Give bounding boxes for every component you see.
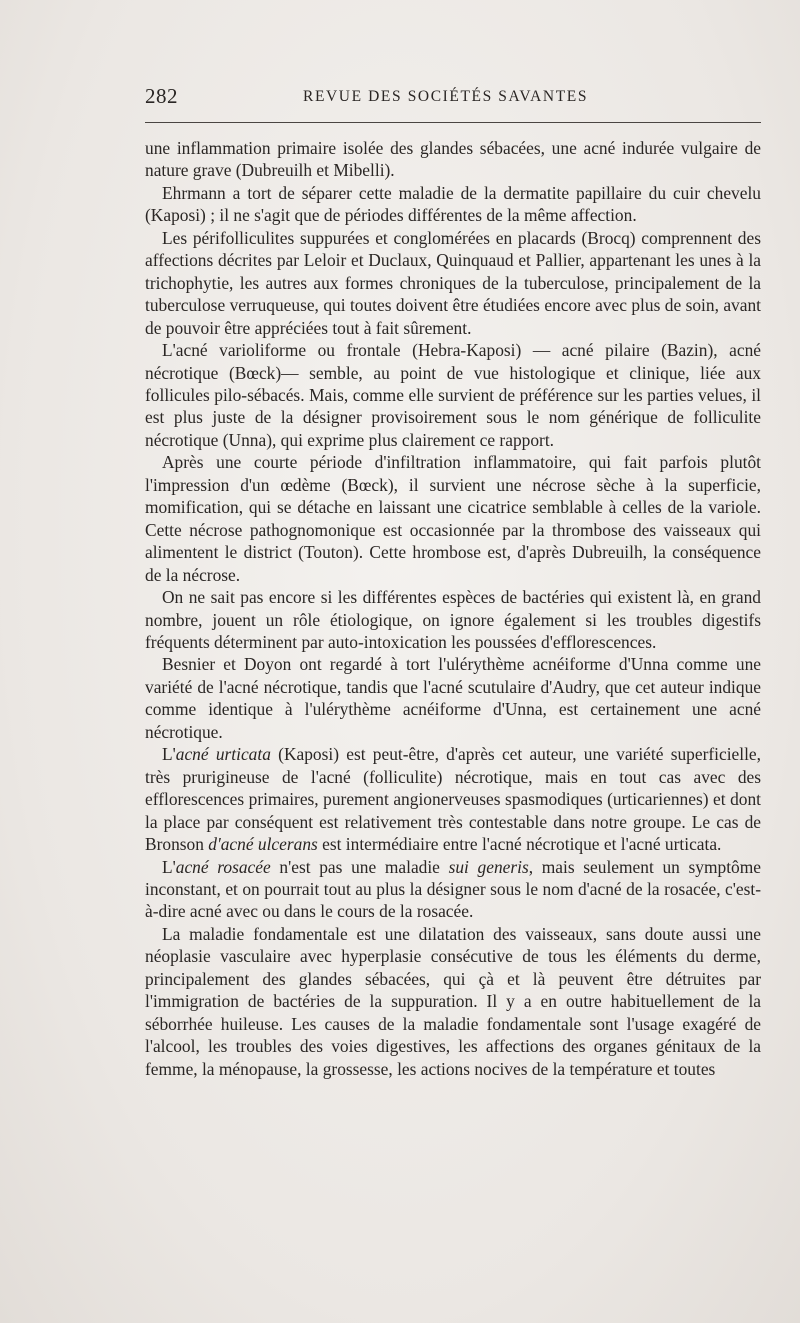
italic-term: acné urticata <box>175 744 271 765</box>
text-run: une inflammation primaire isolée des glandes sébacées, une acné indurée vulgaire de nature grave (Dubreuilh et Mibelli). <box>145 138 761 181</box>
text-run: L' <box>162 744 176 765</box>
italic-term: acné rosacée <box>175 856 271 877</box>
text-run: Après une courte période d'infiltration inflammatoire, qui fait parfois plutôt l'impression d'un œdème (Bœck), il survient une nécrose sèche à la superficie, momification, qui se détache en laissant une cicatrice semblable à celles de la variole. Cette nécrose pathognomonique est occasionnée par la thrombose des vaisseaux qui alimentent le district (Touton). Cette hrombose est, d'après Dubreuilh, la conséquence de la nécrose. <box>145 452 761 585</box>
paragraph-1 <box>145 137 761 182</box>
header-rule <box>145 122 761 123</box>
page-number: 282 <box>145 84 178 108</box>
text-run: , mais seulement un symptôme inconstant, et on pourrait tout au plus la désigner sous le nom d'acné de la rosacée, c'est-à-dire acné avec ou dans le cours de la rosacée. <box>145 856 761 922</box>
paragraph-8 <box>145 743 761 855</box>
text-run: n'est pas une maladie <box>270 856 449 877</box>
running-title: REVUE DES SOCIÉTÉS SAVANTES <box>303 88 589 105</box>
page-header <box>145 84 761 114</box>
text-run: Ehrmann a tort de séparer cette maladie de la dermatite papillaire du cuir chevelu (Kaposi) ; il ne s'agit que de périodes différentes de la même affection. <box>145 182 761 226</box>
paragraph-9 <box>145 856 761 923</box>
paragraph-6 <box>145 586 761 653</box>
text-run: (Kaposi) est peut-être, d'après cet auteur, une variété superficielle, très prurigineuse de l'acné (folliculite) nécrotique, mais en tout cas avec des efflorescences primaires, purement angionerveuses spasmodiques (urticariennes) et dont la place par conséquent est relativement très contestable dans notre groupe. Le cas de Bronson <box>145 744 761 855</box>
text-run: Besnier et Doyon ont regardé à tort l'ulérythème acnéiforme d'Unna comme une variété de l'acné nécrotique, tandis que l'acné scutulaire d'Audry, que cet auteur indique comme identique à l'ulérythème acnéiforme d'Unna, est certainement une acné nécrotique. <box>145 654 761 742</box>
text-run: La maladie fondamentale est une dilatation des vaisseaux, sans doute aussi une néoplasie vasculaire avec hyperplasie consécutive de tous les éléments du derme, principalement des glandes sébacées, qui çà et là peuvent être détruites par l'immigration de bactéries de la suppuration. Il y a en outre habituellement de la séborrhée huileuse. Les causes de la maladie fondamentale sont l'usage exagéré de l'alcool, les troubles des voies digestives, les affections des organes génitaux de la femme, la ménopause, la grossesse, les actions nocives de la température et toutes <box>145 923 761 1079</box>
paragraph-3 <box>145 227 761 339</box>
paragraph-7 <box>145 653 761 743</box>
paragraph-4 <box>145 339 761 451</box>
paragraph-5 <box>145 451 761 586</box>
text-run: Les périfolliculites suppurées et conglomérées en placards (Brocq) comprennent des affections décrites par Leloir et Duclaux, Quinquaud et Pallier, appartenant les unes à la trichophytie, les autres aux formes chroniques de la tuberculose, principalement de la tuberculose verruqueuse, qui toutes doivent être étudiées encore avec plus de soin, avant de pouvoir être appréciées tout à fait sûrement. <box>145 227 761 338</box>
paragraph-10 <box>145 923 761 1080</box>
text-run: est intermédiaire entre l'acné nécrotique et l'acné urticata. <box>317 834 722 855</box>
text-run: L' <box>162 856 176 877</box>
text-run: On ne sait pas encore si les différentes espèces de bactéries qui existent là, en grand nombre, jouent un rôle étiologique, on ignore également si les troubles digestifs fréquents déterminent par auto-intoxication les poussées d'efflorescences. <box>145 587 761 652</box>
body-text <box>145 137 761 1080</box>
italic-term: d'acné ulcerans <box>208 834 318 855</box>
text-run: L'acné varioliforme ou frontale (Hebra-Kaposi) — acné pilaire (Bazin), acné nécrotique (Bœck)— semble, au point de vue histologique et clinique, liée aux follicules pilo-sébacés. Mais, comme elle survient de préférence sur les parties velues, il est plus juste de la désigner provisoirement sous le nom générique de folliculite nécrotique (Unna), qui exprime plus clairement ce rapport. <box>145 340 761 450</box>
paragraph-2 <box>145 182 761 227</box>
italic-term: sui generis <box>448 856 529 877</box>
